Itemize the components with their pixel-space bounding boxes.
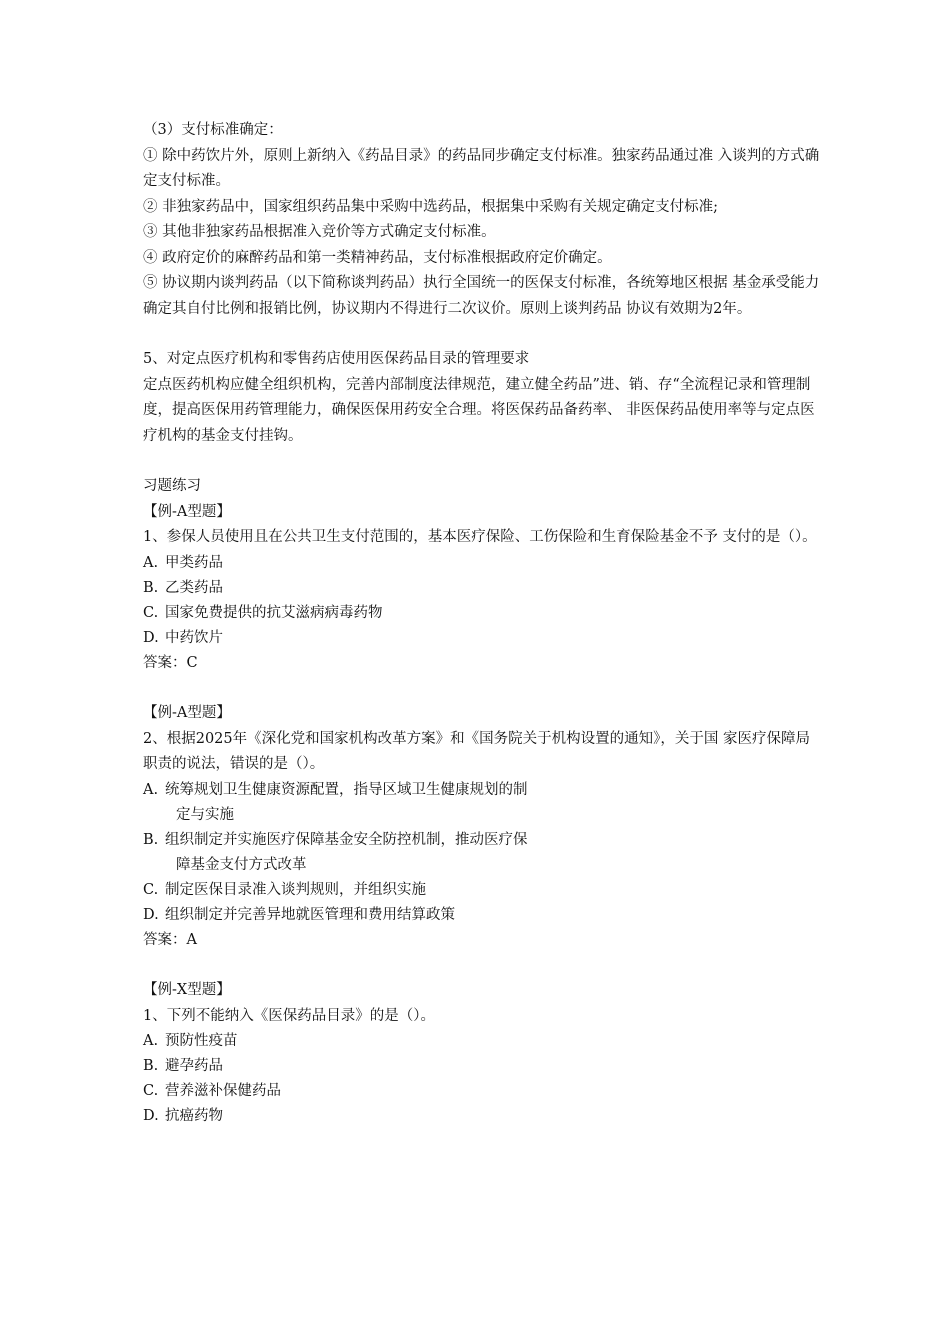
option-c: [143, 601, 823, 626]
section5-body: 定点医药机构应健全组织机构，完善内部制度法律规范，建立健全药品”进、销、存“全流程记录和管理制度，提高医保用药管理能力，确保医保用药安全合理。将医保药品备药率、 非医保药品使用率等与定点医疗机构的基金支付挂钩。: [143, 376, 815, 444]
option-text: 国家免费提供的抗艾滋病病毒药物: [165, 604, 383, 621]
question-type: 【例-A型题】: [143, 503, 231, 520]
option-letter: B.: [143, 579, 159, 596]
option-text: 制定医保目录准入谈判规则，并组织实施: [165, 881, 426, 898]
option-letter: A.: [143, 781, 159, 798]
option-a: [143, 778, 823, 803]
option-text: 预防性疫苗: [165, 1033, 238, 1049]
question-type: 【例-X型题】: [143, 982, 231, 998]
option-letter: D.: [143, 906, 159, 923]
option-a: [143, 551, 823, 576]
option-text: 中药饮片: [165, 629, 223, 646]
option-d: [143, 903, 823, 928]
option-b: [143, 576, 823, 601]
section3-heading: （3）支付标准确定：: [143, 122, 283, 138]
section3-item-3: ③ 其他非独家药品根据准入竞价等方式确定支付标准。: [143, 224, 496, 240]
option-letter: C.: [143, 1083, 159, 1099]
option-letter: C.: [143, 881, 159, 898]
option-letter: B.: [143, 831, 159, 848]
option-c: [143, 1079, 823, 1104]
question-stem: 1、下列不能纳入《医保药品目录》的是（）。: [143, 1007, 435, 1024]
option-text: 抗癌药物: [165, 1108, 223, 1124]
option-letter: A.: [143, 554, 159, 571]
option-text: 组织制定并实施医疗保障基金安全防控机制，推动医疗保: [165, 831, 528, 848]
option-text: 甲类药品: [165, 554, 223, 571]
option-letter: C.: [143, 604, 159, 621]
document-page: [143, 118, 823, 1129]
option-d: [143, 626, 823, 651]
answer: 答案：C: [143, 654, 198, 671]
option-b-continuation: 障基金支付方式改革: [176, 856, 307, 873]
option-letter: A.: [143, 1033, 159, 1049]
option-a-continuation: 定与实施: [176, 806, 234, 823]
option-d: [143, 1104, 823, 1129]
option-text: 组织制定并完善异地就医管理和费用结算政策: [165, 906, 455, 923]
question-type: 【例-A型题】: [143, 705, 231, 721]
question-stem: 2、根据2025年《深化党和国家机构改革方案》和《国务院关于机构设置的通知》，关于国 家医疗保障局职责的说法，错误的是（）。: [143, 730, 810, 772]
option-text: 避孕药品: [165, 1058, 223, 1074]
exercises-title: 习题练习: [143, 478, 201, 494]
section3-item-1: ① 除中药饮片外，原则上新纳入《药品目录》的药品同步确定支付标准。独家药品通过准 入谈判的方式确定支付标准。: [143, 147, 820, 189]
option-letter: B.: [143, 1058, 159, 1074]
section3-item-2: ② 非独家药品中，国家组织药品集中采购中选药品，根据集中采购有关规定确定支付标准;: [143, 198, 718, 215]
option-text: 营养滋补保健药品: [165, 1083, 281, 1099]
answer: 答案：A: [143, 931, 197, 948]
option-a: [143, 1029, 823, 1054]
option-b: [143, 828, 823, 853]
section3-item-4: ④ 政府定价的麻醉药品和第一类精神药品，支付标准根据政府定价确定。: [143, 249, 612, 266]
option-c: [143, 878, 823, 903]
section3-item-5: ⑤ 协议期内谈判药品（以下简称谈判药品）执行全国统一的医保支付标准，各统筹地区根据 基金承受能力确定其自付比例和报销比例，协议期内不得进行二次议价。原则上谈判药品 协议有效期为2年。: [143, 275, 820, 317]
option-letter: D.: [143, 629, 159, 646]
option-b: [143, 1054, 823, 1079]
option-text: 统筹规划卫生健康资源配置，指导区域卫生健康规划的制: [165, 781, 528, 798]
option-letter: D.: [143, 1108, 159, 1124]
option-text: 乙类药品: [165, 579, 223, 596]
question-stem: 1、参保人员使用且在公共卫生支付范围的，基本医疗保险、工伤保险和生育保险基金不予 支付的是（）。: [143, 529, 817, 545]
section5-heading: 5、对定点医疗机构和零售药店使用医保药品目录的管理要求: [143, 351, 530, 367]
